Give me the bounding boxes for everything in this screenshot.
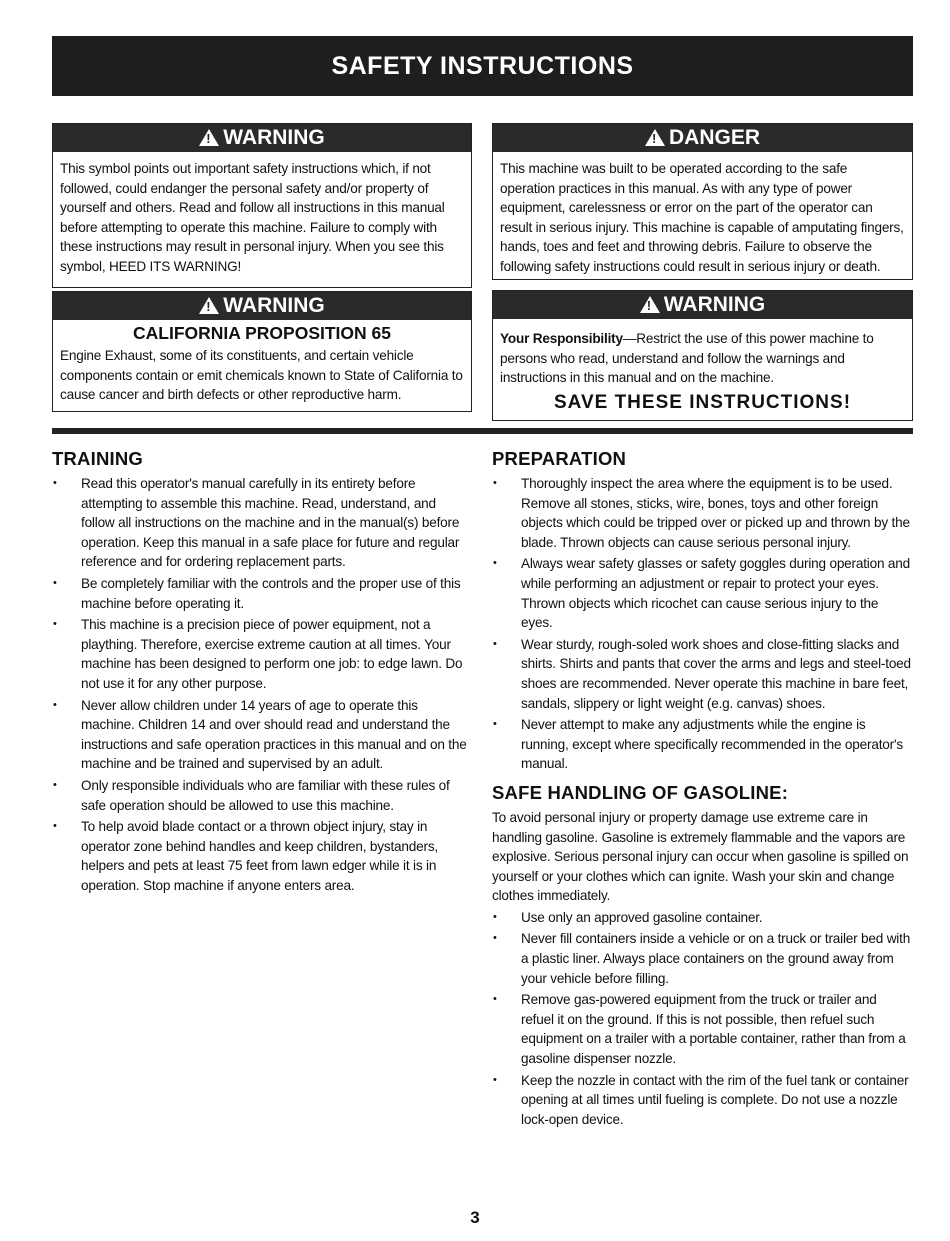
responsibility-box-header [493,291,912,319]
page-banner [52,36,913,96]
list-item: • Be completely familiar with the controls and the proper use of this machine before operating it. [52,574,472,613]
list-item: • Read this operator's manual carefully in its entirety before attempting to assemble this machine. Read, understand, and follow all instructions on the machine and in the manual(s) before operation. Keep this manual in a safe place for future and regular reference and for ordering replacement parts. [52,474,472,572]
list-item: • Remove gas-powered equipment from the truck or trailer and refuel it on the ground. If this is not possible, then refuel such equipment on a trailer with a portable container, rather than from a gasoline dispenser nozzle. [492,990,912,1068]
list-item: • Never allow children under 14 years of age to operate this machine. Children 14 and over should read and understand the instructions and safe operation practices in this manual and on the machine and be trained and supervised by an adult. [52,696,472,774]
prop65-subheading: CALIFORNIA PROPOSITION 65 [133,323,391,343]
prop65-text: Engine Exhaust, some of its constituents, and certain vehicle components contain or emit chemicals known to State of California to cause cancer and birth defects or other reproductive harm. [60,348,463,403]
danger-box-header [493,124,912,152]
warning-box-text: This symbol points out important safety instructions which, if not followed, could endanger the personal safety and/or property of yourself and others. Read and follow all instructions in this manual before attempting to operate this machine. Failure to comply with these instructions may result in personal injury. When you see this symbol, HEED ITS WARNING! [60,161,445,274]
training-list [52,474,472,895]
prop65-box-header [53,292,471,320]
responsibility-text [493,319,912,388]
prop65-box-heading: WARNING [223,294,325,317]
banner-title: SAFETY INSTRUCTIONS [331,51,634,80]
responsibility-box-heading: WARNING [663,293,766,316]
preparation-section [492,448,912,1131]
responsibility-body: —Restrict the use of this power machine to persons who read, understand and follow the warnings and instructions in this manual and on the machine. [500,331,874,386]
warning-box [52,123,472,288]
list-item: • Only responsible individuals who are familiar with these rules of safe operation should be allowed to use this machine. [52,776,472,815]
preparation-title: PREPARATION [492,448,627,469]
training-section [52,448,472,897]
warning-triangle-icon [640,296,660,313]
list-item: • Never fill containers inside a vehicle or on a truck or trailer bed with a plastic liner. Always place containers on the ground away from your vehicle before filling. [492,929,912,988]
danger-box [492,123,913,280]
save-instructions-text: SAVE THESE INSTRUCTIONS! [553,391,852,413]
gasoline-title: SAFE HANDLING OF GASOLINE: [492,781,789,803]
warning-triangle-icon [199,297,219,314]
gasoline-intro: To avoid personal injury or property damage use extreme care in handling gasoline. Gasoline is extremely flammable and the vapors are explosive. Serious personal injury can occur when gasoline is spilled on yourself or your clothes which can ignite. Wash your skin and change clothes immediately. [492,809,909,904]
responsibility-lead: Your Responsibility [500,331,623,346]
list-item: • Thoroughly inspect the area where the equipment is to be used. Remove all stones, sticks, wire, bones, toys and other foreign objects which could be tripped over or picked up and thrown by the blade. Thrown objects can cause serious personal injury. [492,474,912,552]
warning-box-header [53,124,471,152]
danger-box-text: This machine was built to be operated according to the safe operation practices in this manual. As with any type of power equipment, carelessness or error on the part of the operator can result in serious injury. This machine is capable of amputating fingers, hands, toes and feet and throwing debris. Failure to observe the following safety instructions could result in serious injury or death. [500,161,904,274]
warning-triangle-icon [645,129,665,146]
list-item: • Never attempt to make any adjustments while the engine is running, except where specifically recommended in the operator's manual. [492,715,912,774]
preparation-list [492,474,912,774]
list-item: • Always wear safety glasses or safety goggles during operation and while performing an adjustment or repair to protect your eyes. Thrown objects which ricochet can cause serious injury to the eyes. [492,554,912,632]
list-item: • To help avoid blade contact or a thrown object injury, stay in operator zone behind handles and keep children, bystanders, helpers and pets at least 75 feet from lawn edger while it is in operation. Stop machine if anyone enters area. [52,817,472,895]
responsibility-box [492,290,913,421]
prop65-box [52,291,472,412]
list-item: • Wear sturdy, rough-soled work shoes and close-fitting slacks and shirts. Shirts and pants that cover the arms and legs and steel-toed shoes are recommended. Never operate this machine in bare feet, sandals, slippery or light weight (e.g. canvas) shoes. [492,635,912,713]
list-item: • Keep the nozzle in contact with the rim of the fuel tank or container opening at all times until fueling is complete. Do not use a nozzle lock-open device. [492,1071,912,1130]
warning-triangle-icon [199,129,219,146]
danger-box-heading: DANGER [668,126,760,149]
section-divider [52,428,913,434]
list-item: • Use only an approved gasoline container. [492,908,912,928]
training-title: TRAINING [52,448,144,469]
gasoline-list [492,908,912,1130]
list-item: • This machine is a precision piece of power equipment, not a plaything. Therefore, exercise extreme caution at all times. Your machine has been designed to perform one job: to edge lawn. Do not use it for any other purpose. [52,615,472,693]
page-number: 3 [470,1208,480,1227]
warning-box-heading: WARNING [223,126,325,149]
